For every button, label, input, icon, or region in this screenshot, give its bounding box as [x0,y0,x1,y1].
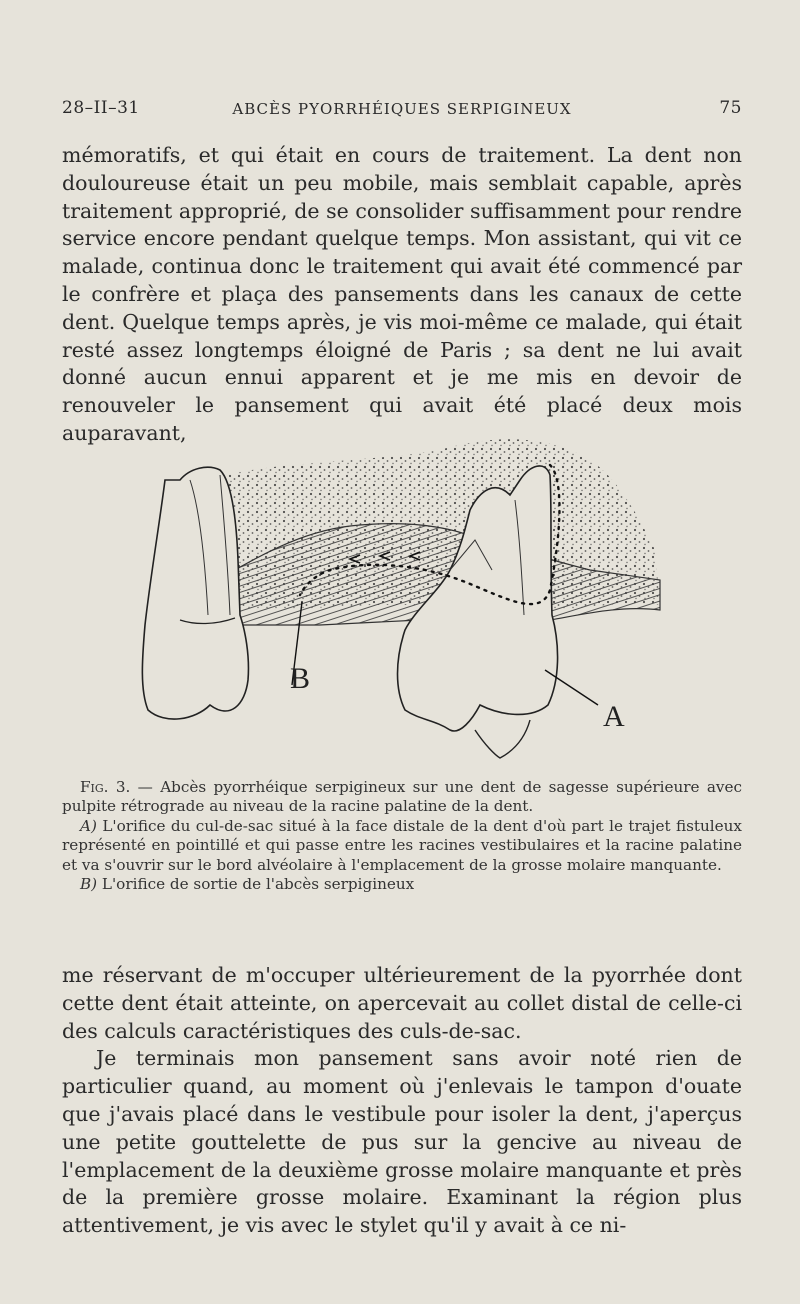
label-b: B [290,662,311,695]
running-head [62,98,742,128]
caption-a-text: L'orifice du cul-de-sac situé à la face distale de la dent d'où part le trajet fistuleux représenté en pointillé et qui passe entre les racines vestibulaires et la racine palatine et va s'ouvrir sur le bord alvéolaire à l'emplacement de la grosse molaire manquante. [62,816,742,874]
page-number: 75 [719,98,742,118]
header-title: ABCÈS PYORRHÉIQUES SERPIGINEUX [232,100,572,118]
caption-main [62,778,742,817]
paragraph-bottom-2: Je terminais mon pansement sans avoir noté rien de particulier quand, au moment où j'enlevais le tampon d'ouate que j'avais placé dans le vestibule pour isoler la dent, j'aperçus une petite gouttelette de pus sur la gencive au niveau de l'emplacement de la deuxième grosse molaire manquante et près de la première grosse molaire. Examinant la région plus attentivement, je vis avec le stylet qu'il y avait à ce ni- [62,1046,742,1238]
header-date: 28–II–31 [62,98,140,118]
label-a: A [603,700,625,733]
caption-a-label: A) [80,816,97,835]
text-block-bottom [62,962,742,1240]
paragraph-top: mémoratifs, et qui était en cours de traitement. La dent non douloureuse était un peu mobile, mais semblait capable, après traitement approprié, de se consolider suffisamment pour rendre service encore pendant quelque temps. Mon assistant, qui vit ce malade, continua donc le traitement qui avait été commencé par le confrère et plaça des pansements dans les canaux de cette dent. Quelque temps après, je vis moi-même ce malade, qui était resté assez longtemps éloigné de Paris ; sa dent ne lui avait donné aucun ennui apparent et je me mis en devoir de renouveler le pansement qui avait été placé deux mois auparavant, [62,143,742,445]
paragraph-bottom-1: me réservant de m'occuper ultérieurement de la pyorrhée dont cette dent était atteinte, on apercevait au collet distal de celle-ci des calculs caractéristiques des culs-de-sac. [62,963,742,1043]
tooth-diagram [120,420,680,765]
caption-main-text: Abcès pyorrhéique serpigineux sur une dent de sagesse supérieure avec pulpite rétrograde au niveau de la racine palatine de la dent. [62,778,742,816]
caption-b-label: B) [80,875,98,894]
figure-caption [62,778,742,894]
left-tooth [142,467,248,719]
caption-b-text: L'orifice de sortie de l'abcès serpigineux [101,875,415,894]
caption-dash: — [137,778,153,796]
figure-3 [120,420,680,765]
caption-fig-label: Fig. 3. [80,778,131,796]
caption-b [62,875,742,894]
text-block-top [62,142,742,448]
caption-a [62,817,742,875]
